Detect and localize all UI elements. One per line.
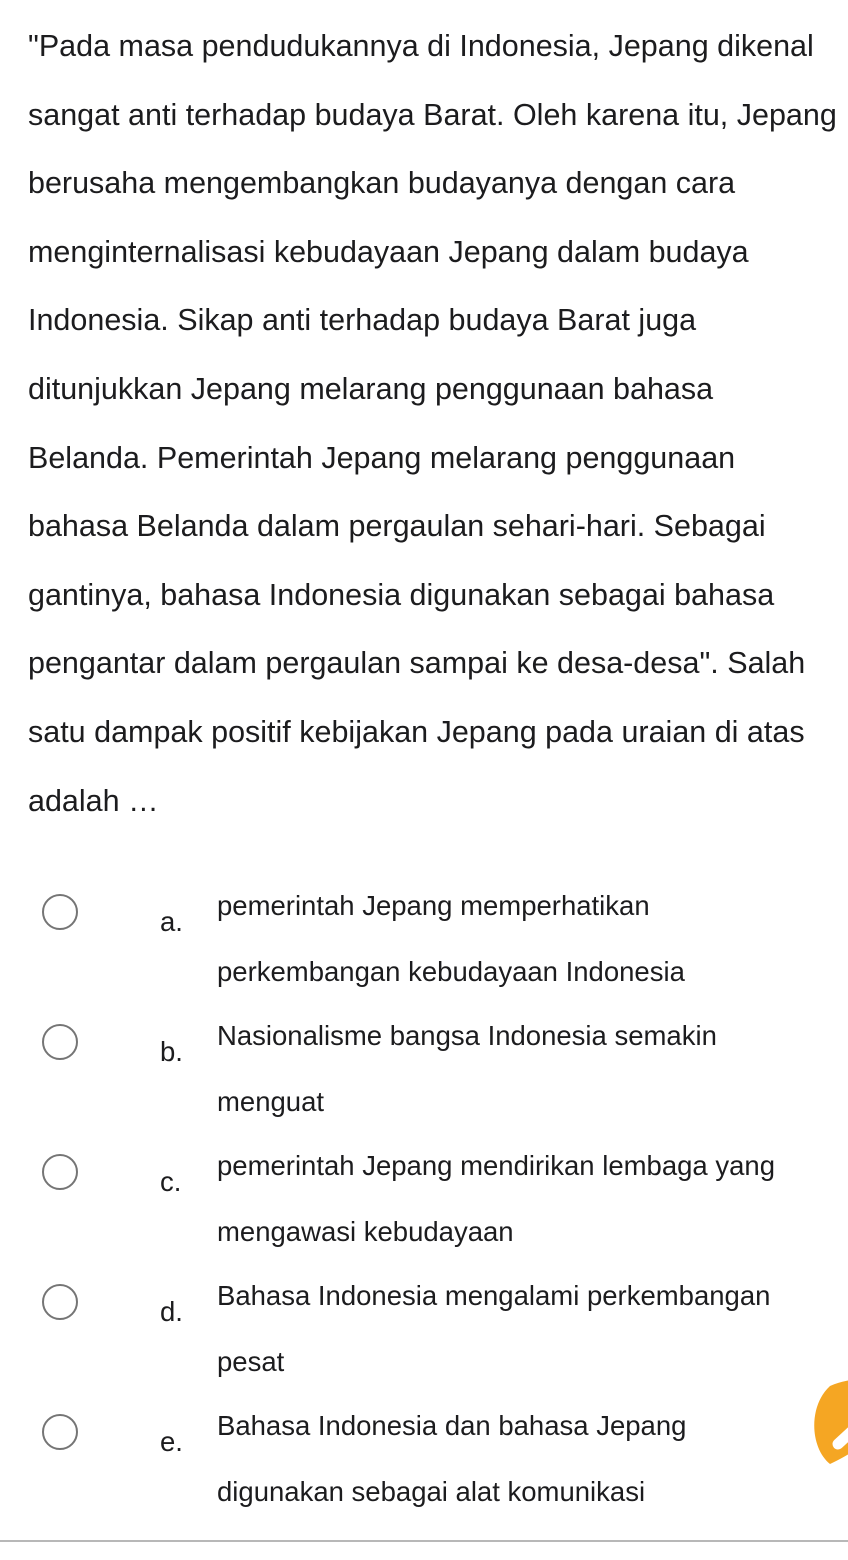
radio-empty-icon[interactable]	[42, 1414, 78, 1450]
radio-empty-icon[interactable]	[42, 1024, 78, 1060]
option-e[interactable]	[0, 1393, 848, 1523]
radio-empty-icon[interactable]	[42, 894, 78, 930]
option-d[interactable]	[0, 1263, 848, 1393]
radio-empty-icon[interactable]	[42, 1154, 78, 1190]
option-letter: b.	[160, 1036, 183, 1067]
question-text: "Pada masa pendudukannya di Indonesia, Jepang dikenal sangat anti terhadap budaya Barat. Oleh karena itu, Jepang berusaha mengembangkan budayanya dengan cara menginternalisasi kebudayaan Jepang dalam budaya Indonesia. Sikap anti terhadap budaya Barat juga ditunjukkan Jepang melarang penggunaan bahasa Belanda. Pemerintah Jepang melarang penggunaan bahasa Belanda dalam pergaulan sehari-hari. Sebagai gantinya, bahasa Indonesia digunakan sebagai bahasa pengantar dalam pergaulan sampai ke desa-desa". Salah satu dampak positif kebijakan Jepang pada uraian di atas adalah …	[28, 29, 837, 818]
bottom-divider	[0, 1540, 848, 1542]
option-letter: a.	[160, 906, 183, 937]
radio-empty-icon[interactable]	[42, 1284, 78, 1320]
option-text: Bahasa Indonesia mengalami perkembangan pesat	[217, 1280, 771, 1377]
option-b[interactable]	[0, 1003, 848, 1133]
option-letter: e.	[160, 1426, 183, 1457]
option-c[interactable]	[0, 1133, 848, 1263]
option-letter: c.	[160, 1166, 182, 1197]
option-letter: d.	[160, 1296, 183, 1327]
option-text: Bahasa Indonesia dan bahasa Jepang digunakan sebagai alat komunikasi	[217, 1410, 687, 1507]
option-a[interactable]	[0, 873, 848, 1003]
option-text: pemerintah Jepang memperhatikan perkembangan kebudayaan Indonesia	[217, 890, 685, 987]
answer-options	[0, 873, 848, 1523]
option-text: pemerintah Jepang mendirikan lembaga yang mengawasi kebudayaan	[217, 1150, 775, 1247]
orange-check-marker-icon	[808, 1378, 848, 1464]
option-text: Nasionalisme bangsa Indonesia semakin menguat	[217, 1020, 717, 1117]
